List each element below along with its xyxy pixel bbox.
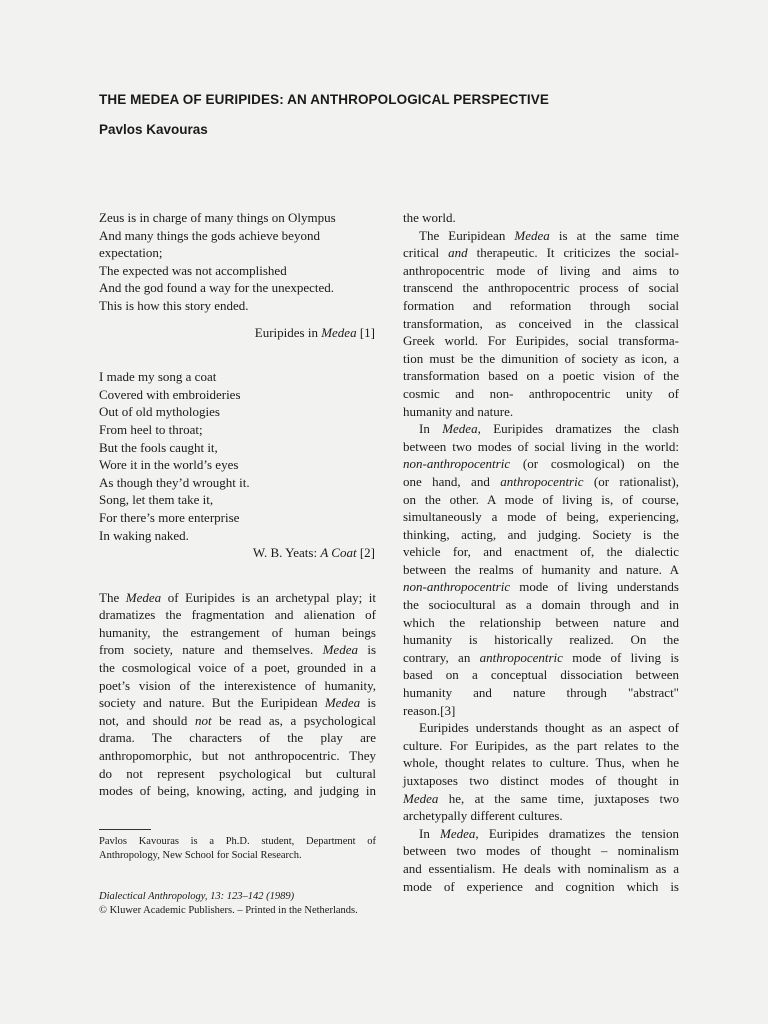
- text-line: archetypally different cultures.: [403, 808, 563, 824]
- footnote-rule: [99, 829, 151, 830]
- text-line: Medea he, at the same time, juxtaposes two: [403, 790, 679, 806]
- text-line: between the realms of humanity and nature. A: [403, 561, 679, 577]
- author-footnote: [99, 835, 376, 863]
- text-line: from society, nature and themselves. Medea is: [99, 642, 377, 658]
- text-line: In Medea, Euripides dramatizes the tension: [419, 825, 679, 841]
- journal-citation: Dialectical Anthropology, 13: 123–142 (1989): [99, 891, 295, 902]
- text-line: one hand, and anthropocentric (or rationalist),: [403, 473, 679, 489]
- author-name: Pavlos Kavouras: [99, 122, 208, 137]
- text-line: The Euripidean Medea is at the same time: [419, 227, 679, 243]
- poem-line: Out of old mythologies: [99, 404, 220, 420]
- text-line: the cosmological voice of a poet, grounded in a: [99, 660, 376, 676]
- text-line: culture. For Euripides, as the part relates to the: [403, 737, 679, 753]
- body-paragraph-left: [99, 589, 376, 800]
- text-line: anthropocentric mode of living and aims to: [403, 262, 679, 278]
- text-line: humanity is historically realized. On the: [403, 632, 679, 648]
- left-column: [99, 209, 376, 800]
- poem-line: Zeus is in charge of many things on Olympus: [99, 210, 336, 225]
- text-line: anthropomorphic, but not anthropocentric. They: [99, 748, 376, 764]
- text-line: critical and therapeutic. It criticizes the social-: [403, 245, 679, 261]
- text-line: transformation based on a poetic vision of the: [403, 368, 679, 384]
- text-line: formation and reformation through social: [403, 297, 679, 313]
- text-line: dramatizes the fragmentation and alienation of: [99, 607, 376, 623]
- text-line: thinking, acting, and judging. Society is the: [403, 526, 679, 542]
- poem-line: Covered with embroideries: [99, 386, 241, 402]
- poem-line: But the fools caught it,: [99, 439, 218, 455]
- poem-line: And the god found a way for the unexpected.: [99, 280, 335, 296]
- copyright-line: © Kluwer Academic Publishers. – Printed in the Netherlands.: [99, 905, 358, 916]
- epigraph-yeats: [99, 368, 376, 544]
- poem-line: As though they’d wrought it.: [99, 474, 250, 490]
- text-line: contrary, an anthropocentric mode of living is: [403, 649, 679, 665]
- text-line: reason.[3]: [403, 702, 456, 718]
- text-line: between two modes of social living in the world:: [403, 438, 679, 454]
- text-line: tion must be the dimunition of society as icon, a: [403, 350, 679, 366]
- text-line: simultaneously a mode of being, experiencing,: [403, 509, 679, 525]
- poem-line: Song, let them take it,: [99, 492, 214, 508]
- footnote-line: Anthropology, New School for Social Research.: [99, 850, 302, 861]
- text-line: In Medea, Euripides dramatizes the clash: [419, 421, 679, 437]
- poem-line: In waking naked.: [99, 527, 189, 543]
- text-line: transcend the anthropocentric process of social: [403, 280, 679, 296]
- text-line: not, and should not be read as, a psychological: [99, 712, 376, 728]
- right-column: [403, 209, 679, 895]
- text-line: which the relationship between nature and: [403, 614, 679, 630]
- text-line: non-anthropocentric (or cosmological) on the: [403, 456, 679, 472]
- poem-line: And many things the gods achieve beyond: [99, 227, 320, 243]
- poem-line: For there’s more enterprise: [99, 509, 240, 525]
- footnote-line: Pavlos Kavouras is a Ph.D. student, Department of: [99, 836, 376, 847]
- text-line: between two modes of thought – nominalism: [403, 843, 679, 859]
- epigraph-yeats-attribution: W. B. Yeats: A Coat [2]: [252, 545, 375, 561]
- text-line: drama. The characters of the play are: [99, 730, 376, 746]
- text-line: on the other. A mode of living is, of course,: [403, 491, 679, 507]
- journal-info: [99, 890, 399, 918]
- text-line: poet’s vision of the interexistence of humanity,: [99, 677, 376, 693]
- text-line: mode of experience and cognition which is: [403, 878, 679, 894]
- text-line: cosmic and non- anthropocentric unity of: [403, 385, 679, 401]
- text-line: transformation, as conceived in the classical: [403, 315, 679, 331]
- text-line: modes of being, knowing, acting, and judging in: [99, 783, 376, 799]
- poem-line: This is how this story ended.: [99, 297, 249, 313]
- text-line: the world.: [403, 210, 456, 225]
- text-line: Euripides understands thought as an aspect of: [419, 720, 679, 736]
- poem-line: From heel to throat;: [99, 421, 203, 437]
- poem-line: I made my song a coat: [99, 369, 217, 385]
- text-line: humanity, the estrangement of human beings: [99, 624, 376, 640]
- epigraph-euripides: [99, 209, 376, 315]
- text-line: humanity and nature through "abstract": [403, 685, 679, 701]
- text-line: Greek world. For Euripides, social transforma-: [403, 333, 679, 349]
- poem-line: expectation;: [99, 245, 163, 261]
- article-title: THE MEDEA OF EURIPIDES: AN ANTHROPOLOGICAL PERSPECTIVE: [99, 92, 549, 107]
- poem-line: Wore it in the world’s eyes: [99, 457, 239, 473]
- text-line: do not represent psychological but cultural: [99, 765, 376, 781]
- text-line: based on a conceptual dissociation between: [403, 667, 679, 683]
- text-line: vehicle for, and enactment of, the dialectic: [403, 544, 679, 560]
- text-line: The Medea of Euripides is an archetypal play; it: [99, 589, 376, 605]
- text-line: juxtaposes two distinct modes of thought in: [403, 773, 679, 788]
- text-line: non-anthropocentric mode of living understands: [403, 579, 679, 595]
- text-line: and essentialism. He deals with nominalism as a: [403, 860, 679, 876]
- epigraph-euripides-attribution: Euripides in Medea [1]: [254, 324, 375, 340]
- text-line: society and nature. But the Euripidean Medea is: [99, 695, 376, 711]
- poem-line: The expected was not accomplished: [99, 262, 287, 278]
- text-line: humanity and nature.: [403, 403, 514, 419]
- text-line: the sociocultural as a domain through and in: [403, 597, 679, 613]
- text-line: whole, thought relates to culture. Thus, when he: [403, 755, 679, 771]
